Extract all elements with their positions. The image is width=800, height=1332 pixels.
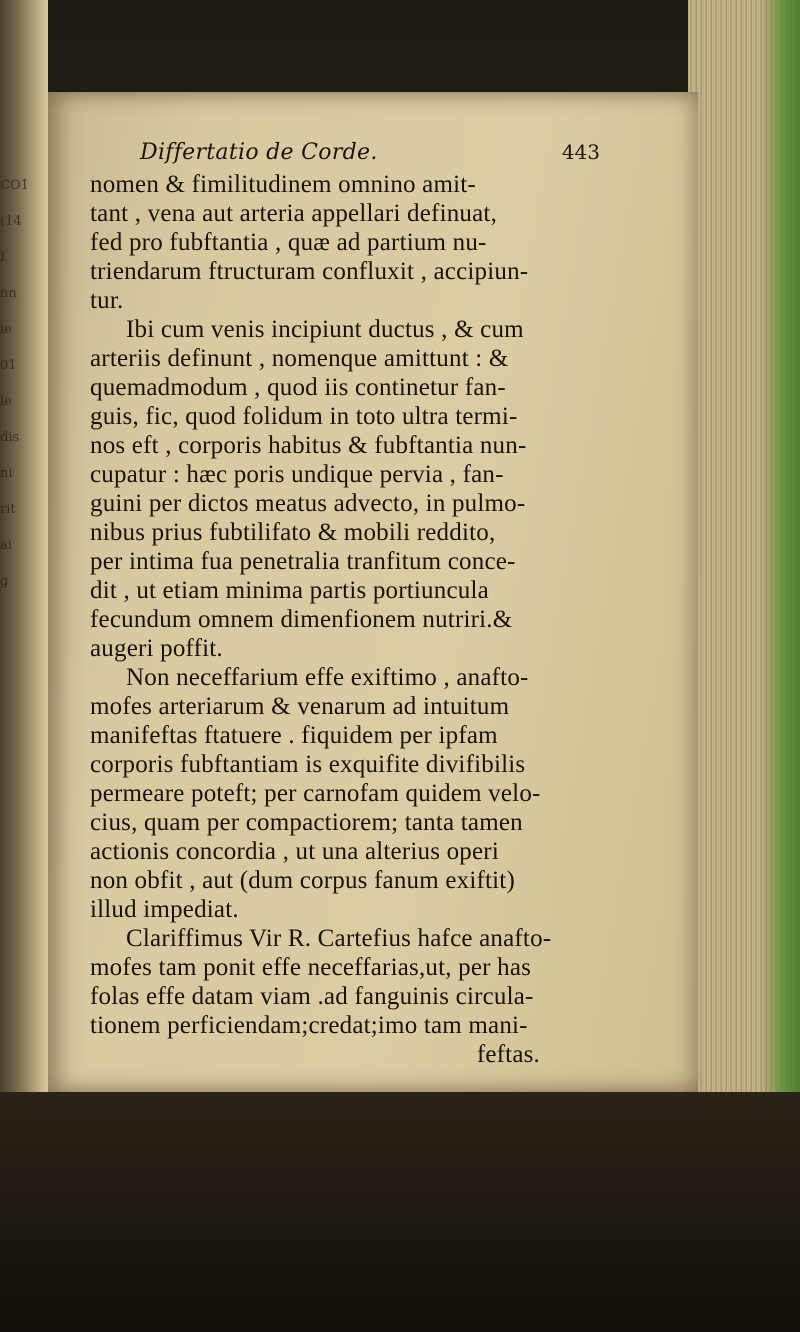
text-line: tant , vena aut arteria appellari definuat, — [90, 200, 498, 227]
page-number: 443 — [561, 140, 600, 164]
text-line: nomen & fimilitudinem omnino amit- — [90, 171, 476, 198]
text-line: Non neceffarium effe exiftimo , anafto- — [126, 664, 529, 691]
text-line: mofes arteriarum & venarum ad intuitum — [90, 693, 510, 720]
text-line: nibus prius fubtilifato & mobili reddito, — [90, 519, 496, 546]
text-line: mofes tam ponit effe neceffarias,ut, per has — [90, 954, 532, 981]
text-line: feftas. — [476, 1041, 540, 1068]
margin-fragment: (14 — [0, 214, 22, 229]
text-line: actionis concordia , ut una alterius operi — [90, 838, 499, 865]
margin-fragment: 01 — [0, 358, 17, 373]
margin-fragment: ni — [0, 466, 13, 481]
text-line: Clariffimus Vir R. Cartefius hafce anafto- — [126, 925, 552, 952]
margin-fragment: nn — [0, 286, 17, 301]
margin-fragment: ie — [0, 322, 12, 337]
margin-fragment: I — [0, 250, 6, 265]
table-surface — [0, 1092, 800, 1332]
text-line: illud impediat. — [90, 896, 239, 923]
body-text — [90, 170, 630, 1069]
margin-fragment: rit — [0, 502, 16, 517]
text-line: tionem perficiendam;credat;imo tam mani- — [90, 1012, 528, 1039]
text-line: tur. — [90, 287, 124, 314]
text-line: augeri poffit. — [90, 635, 223, 662]
margin-fragment: dis — [0, 430, 20, 445]
margin-fragment: le — [0, 394, 12, 409]
text-line: folas effe datam viam .ad fanguinis circula- — [90, 983, 534, 1010]
text-line: quemadmodum , quod iis continetur fan- — [90, 374, 506, 401]
text-line: triendarum ftructuram confluxit , accipiun- — [90, 258, 529, 285]
text-line: corporis fubftantiam is exquifite divifibilis — [90, 751, 526, 778]
text-line: non obfit , aut (dum corpus fanum exiftit) — [90, 867, 515, 894]
margin-fragment: g — [0, 574, 9, 589]
text-line: per intima fua penetralia tranfitum conce- — [90, 548, 516, 575]
text-line: guini per dictos meatus advecto, in pulmo- — [90, 490, 526, 517]
text-line: fed pro fubftantia , quæ ad partium nu- — [90, 229, 487, 256]
text-line: permeare poteft; per carnofam quidem velo- — [90, 780, 541, 807]
text-line: nos eft , corporis habitus & fubftantia nun- — [90, 432, 527, 459]
margin-fragment: ai — [0, 538, 12, 553]
margin-fragment: CO1 — [0, 178, 29, 193]
text-line: cius, quam per compactiorem; tanta tamen — [90, 809, 523, 836]
running-head — [140, 140, 600, 170]
text-line: manifeftas ftatuere . fiquidem per ipfam — [90, 722, 498, 749]
text-line: guis, fic, quod folidum in toto ultra termi- — [90, 403, 518, 430]
text-line: cupatur : hæc poris undique pervia , fan- — [90, 461, 504, 488]
text-line: Ibi cum venis incipiunt ductus , & cum — [126, 316, 524, 343]
text-line: arteriis definunt , nomenque amittunt : & — [90, 345, 509, 372]
running-head-title: Differtatio de Corde. — [140, 140, 378, 165]
text-line: dit , ut etiam minima partis portiuncula — [90, 577, 489, 604]
text-line: fecundum omnem dimenfionem nutriri.& — [90, 606, 513, 633]
